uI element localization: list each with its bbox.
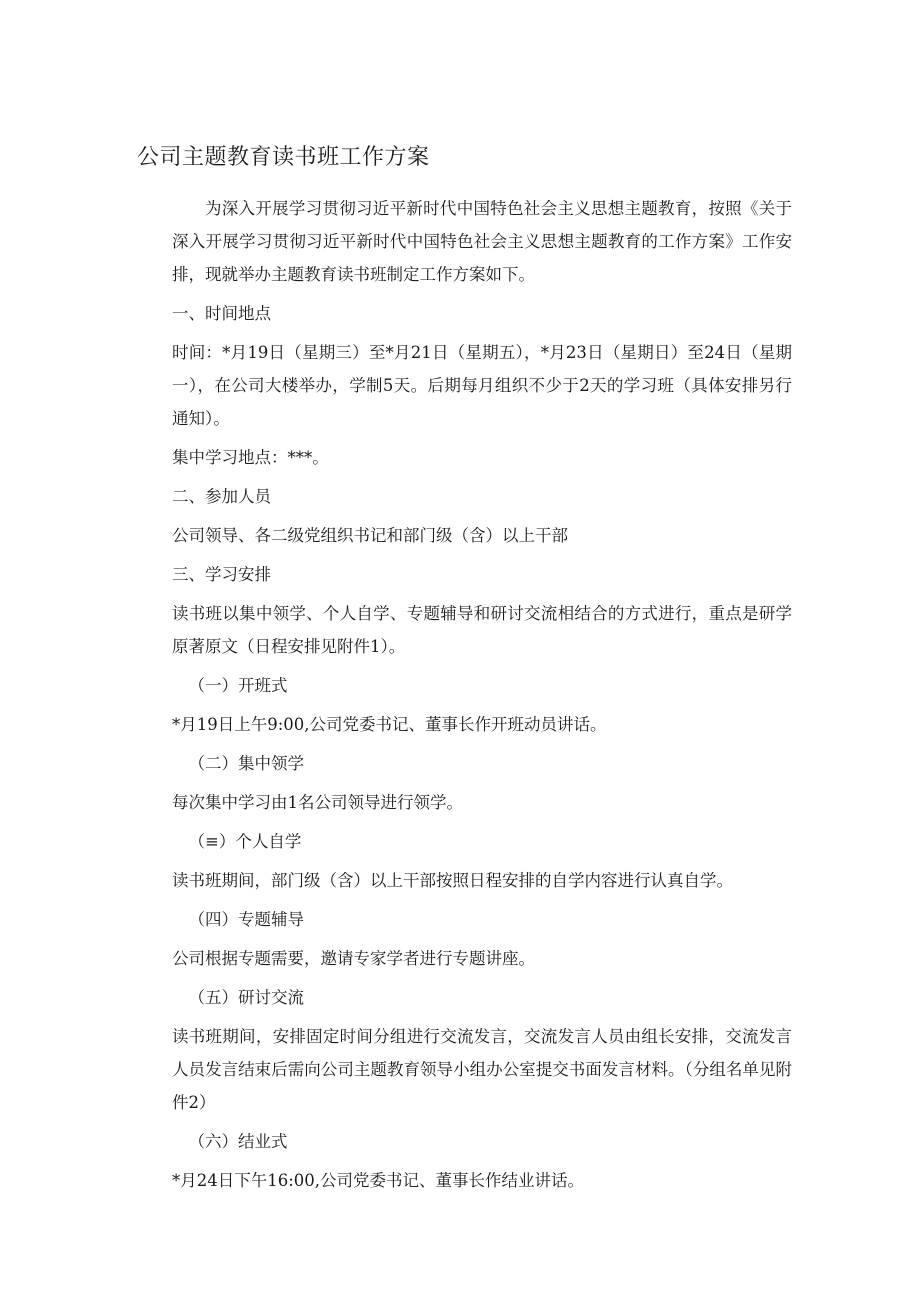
section-heading-participants: 二、参加人员 bbox=[172, 487, 271, 506]
intro-paragraph: 为深入开展学习贯彻习近平新时代中国特色社会主义思想主题教育，按照《关于深入开展学习贯彻习近平新时代中国特色社会主义思想主题教育的工作方案》工作安排，现就举办主题教育读书班制定工作方案如下。 bbox=[172, 199, 792, 284]
lectures-paragraph: 公司根据专题需要，邀请专家学者进行专题讲座。 bbox=[172, 949, 535, 968]
subheading-self-study: （≡）个人自学 bbox=[188, 832, 302, 851]
time-paragraph: 时间：*月19日（星期三）至*月21日（星期五），*月23日（星期日）至24日（星期一），在公司大楼举办，学制5天。后期每月组织不少于2天的学习班（具体安排另行通知）。 bbox=[172, 343, 792, 428]
subheading-lectures: （四）专题辅导 bbox=[188, 910, 304, 929]
study-arrangement-paragraph: 读书班以集中领学、个人自学、专题辅导和研讨交流相结合的方式进行，重点是研学原著原文（日程安排见附件1）。 bbox=[172, 604, 792, 656]
self-study-paragraph: 读书班期间，部门级（含）以上干部按照日程安排的自学内容进行认真自学。 bbox=[172, 871, 733, 890]
section-heading-study-arrangement: 三、学习安排 bbox=[172, 565, 271, 584]
subheading-closing: （六）结业式 bbox=[188, 1132, 288, 1151]
document-title: 公司主题教育读书班工作方案 bbox=[137, 145, 430, 170]
discussion-paragraph: 读书班期间，安排固定时间分组进行交流发言，交流发言人员由组长安排，交流发言人员发言结束后需向公司主题教育领导小组办公室提交书面发言材料。（分组名单见附件2） bbox=[172, 1027, 792, 1112]
subheading-group-study: （二）集中领学 bbox=[188, 754, 304, 773]
section-heading-time-place: 一、时间地点 bbox=[172, 304, 271, 323]
subheading-discussion: （五）研讨交流 bbox=[188, 988, 304, 1007]
subheading-opening: （一）开班式 bbox=[188, 676, 288, 695]
location-paragraph: 集中学习地点：***。 bbox=[172, 448, 329, 467]
participants-paragraph: 公司领导、各二级党组织书记和部门级（含）以上干部 bbox=[172, 526, 568, 545]
document-body bbox=[172, 192, 792, 1203]
opening-paragraph: *月19日上午9:00,公司党委书记、董事长作开班动员讲话。 bbox=[172, 715, 607, 734]
closing-paragraph: *月24日下午16:00,公司党委书记、董事长作结业讲话。 bbox=[172, 1171, 585, 1190]
group-study-paragraph: 每次集中学习由1名公司领导进行领学。 bbox=[172, 793, 463, 812]
